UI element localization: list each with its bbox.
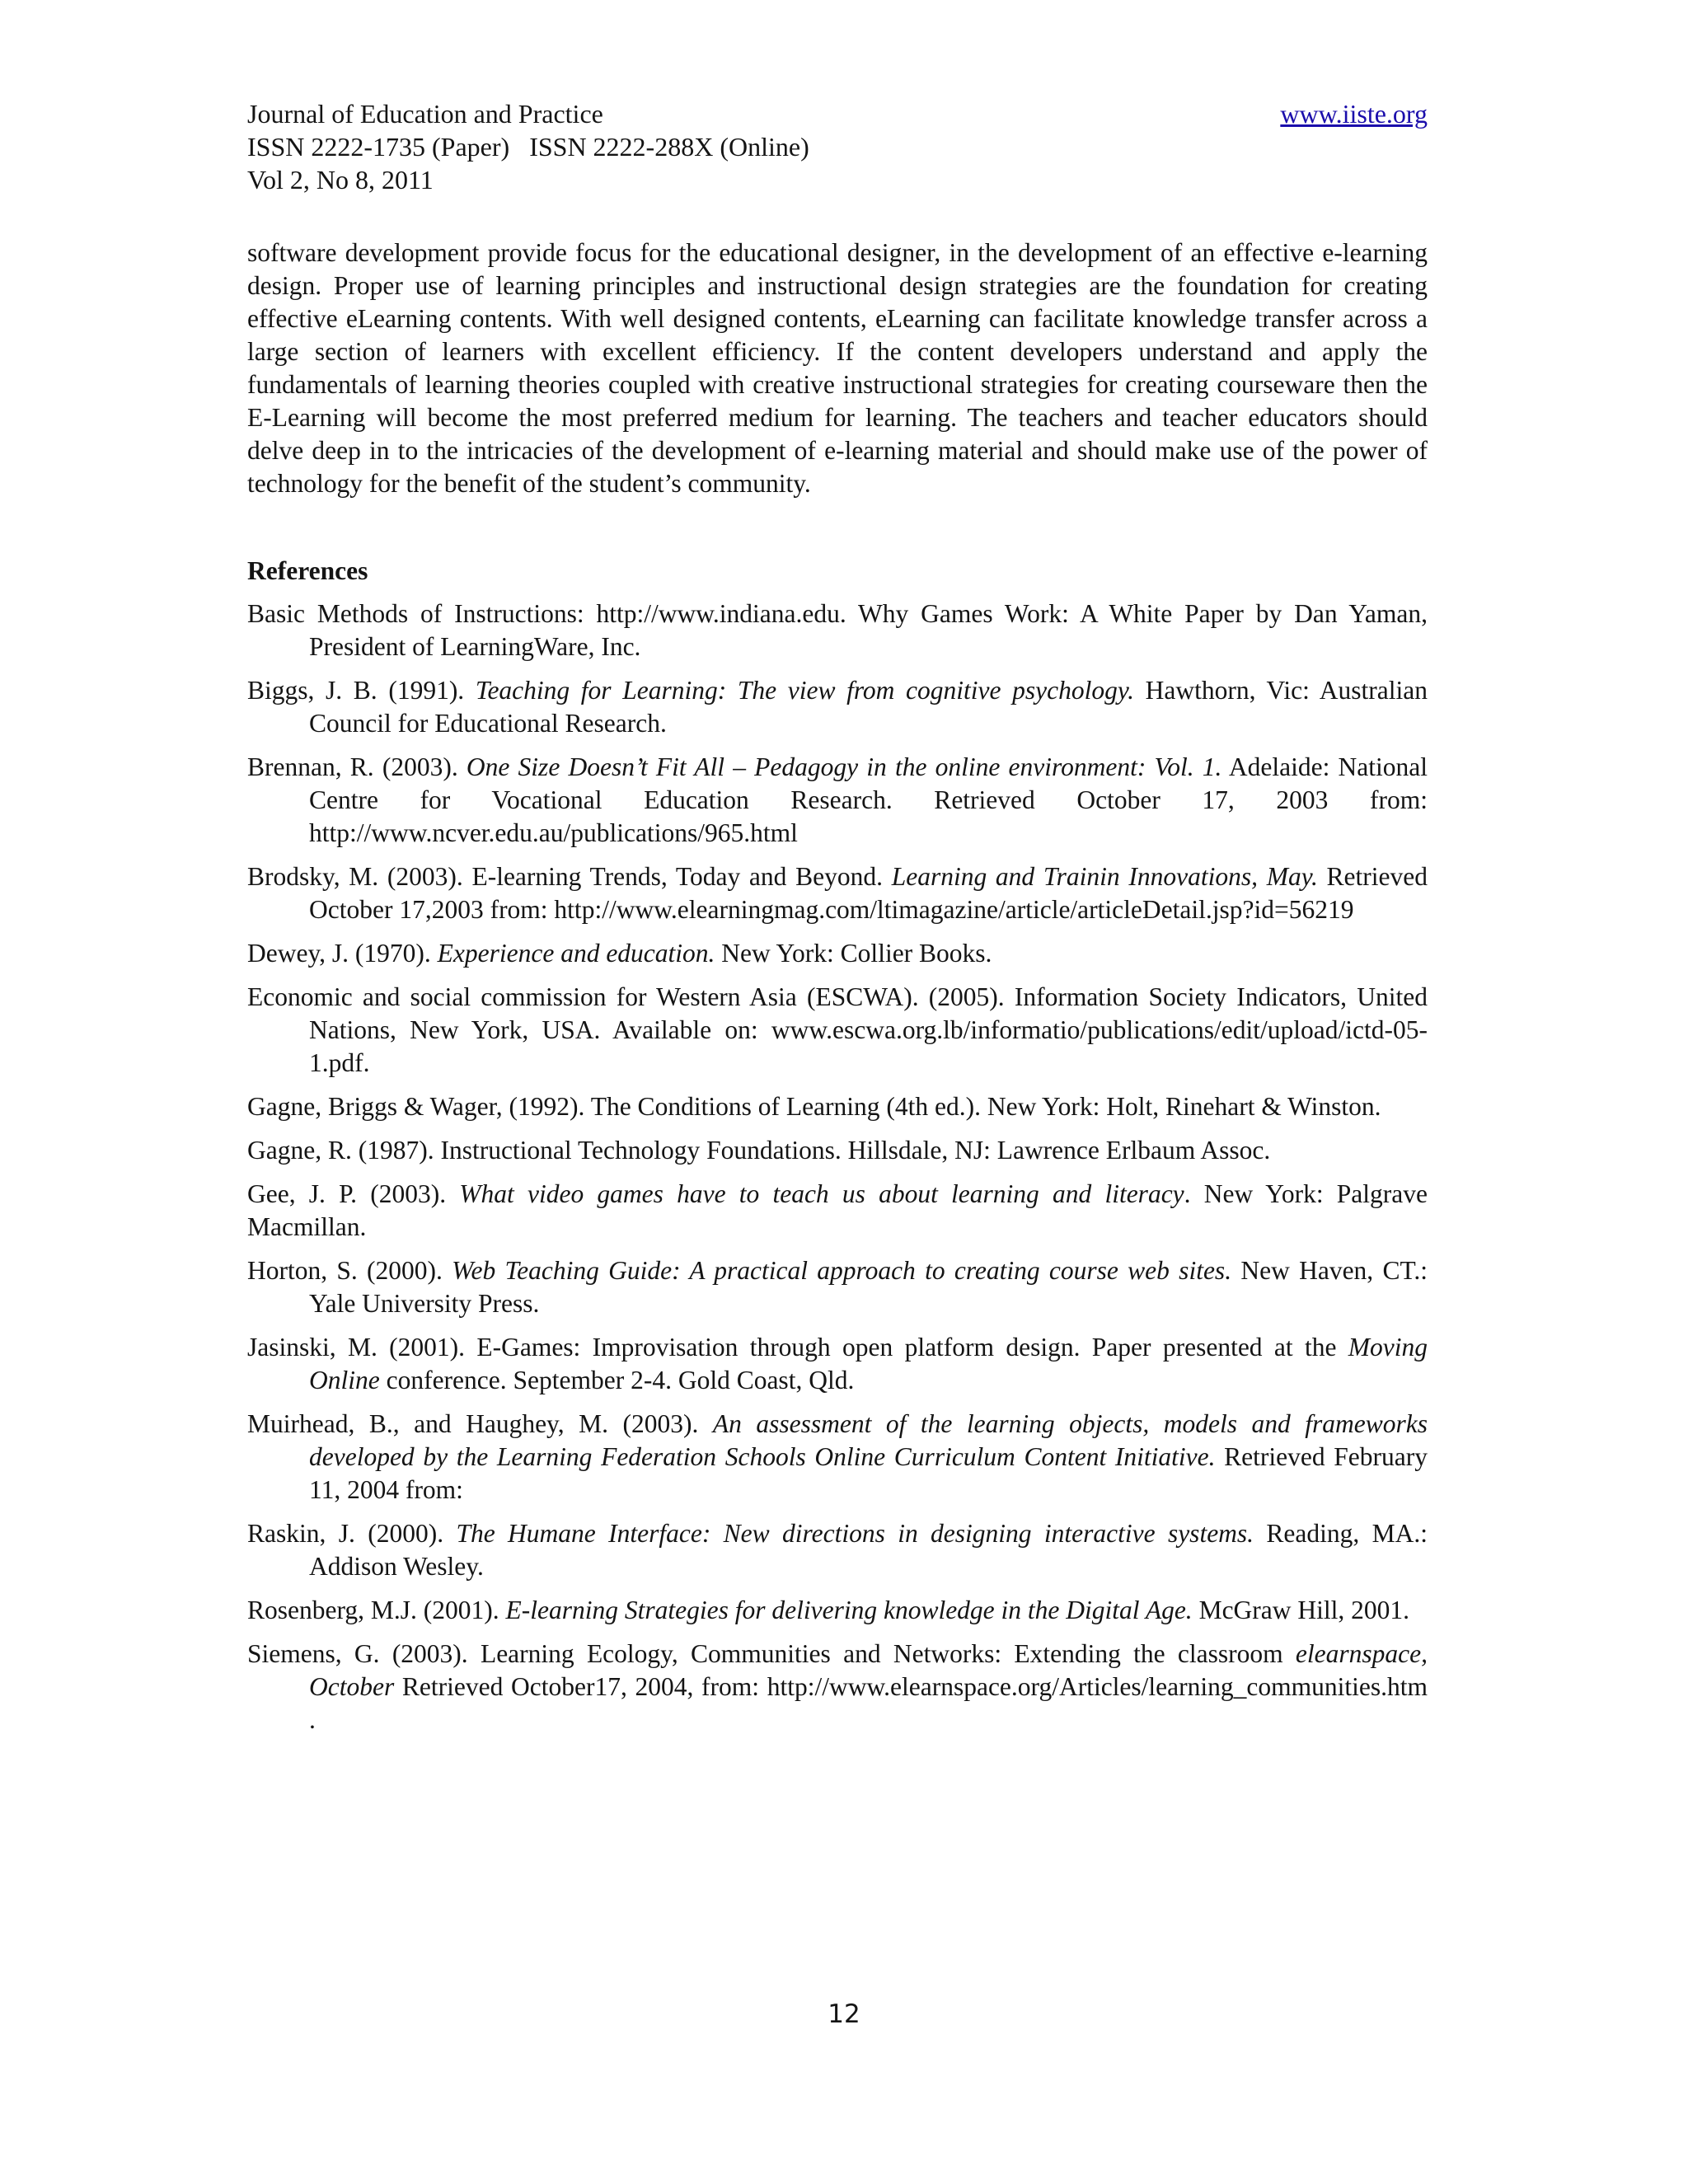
reference-text: McGraw Hill, 2001. — [1192, 1596, 1410, 1624]
reference-text: Rosenberg, M.J. (2001). — [247, 1596, 506, 1624]
reference-text: Adelaide: National Centre for Vocational Education Research. Retrieved October 17, 2003 from: http://www.ncver.edu.au/publications/965.html — [309, 752, 1428, 847]
reference-text: Dewey, J. (1970). — [247, 939, 438, 968]
reference-entry — [247, 751, 1428, 850]
reference-entry — [247, 1408, 1428, 1507]
reference-title: Moving Online — [309, 1333, 1428, 1394]
reference-text: Jasinski, M. (2001). E-Games: Improvisation through open platform design. Paper presented at the — [247, 1333, 1348, 1361]
reference-title: What video games have to teach us about learning and literacy — [459, 1179, 1184, 1208]
reference-text: conference. September 2-4. Gold Coast, Qld. — [379, 1366, 855, 1394]
document-page — [247, 97, 1428, 1747]
journal-header — [247, 97, 1428, 196]
reference-entry — [247, 1134, 1428, 1167]
reference-entry — [247, 981, 1428, 1080]
reference-text: New Haven, CT.: Yale University Press. — [309, 1256, 1428, 1318]
reference-title: elearnspace, October — [309, 1639, 1428, 1701]
body-paragraph: software development provide focus for the educational designer, in the development of an effective e-learning design. Proper use of learning principles and instructional design strategies are the foundation for creating effective eLearning contents. With well designed contents, eLearning can facilitate knowledge transfer across a large section of learners with excellent efficiency. If the content developers understand and apply the fundamentals of learning theories coupled with creative instructional strategies for creating courseware then the E-Learning will become the most preferred medium for learning. The teachers and teacher educators should delve deep in to the intricacies of the development of e-learning material and should make use of the power of technology for the benefit of the student’s community. — [247, 238, 1428, 498]
reference-text: Siemens, G. (2003). Learning Ecology, Communities and Networks: Extending the classroom — [247, 1639, 1296, 1668]
reference-text: . New York: Palgrave Macmillan. — [247, 1179, 1428, 1241]
reference-entry — [247, 598, 1428, 663]
reference-text: Basic Methods of Instructions: http://www.indiana.edu. Why Games Work: A White Paper by Dan Yaman, President of LearningWare, Inc. — [247, 599, 1428, 661]
reference-text: New York: Collier Books. — [715, 939, 992, 968]
reference-text: Brodsky, M. (2003). E-learning Trends, Today and Beyond. — [247, 862, 892, 891]
reference-text: Retrieved February 11, 2004 from: — [309, 1442, 1428, 1504]
reference-entry — [247, 1254, 1428, 1320]
page-number: 12 — [828, 1999, 860, 2029]
reference-entry — [247, 860, 1428, 926]
reference-text: Reading, MA.: Addison Wesley. — [309, 1519, 1428, 1581]
reference-text: Economic and social commission for Western Asia (ESCWA). (2005). Information Society Indicators, United Nations, New York, USA. Available on: www.escwa.org.lb/informatio/publications/edit/upload/ictd-05-1.pdf. — [247, 982, 1428, 1077]
reference-title: Learning and Trainin Innovations, May. — [891, 862, 1318, 891]
volume-line: Vol 2, No 8, 2011 — [247, 165, 434, 194]
reference-text: Hawthorn, Vic: Australian Council for Educational Research. — [309, 676, 1428, 738]
reference-text: Gee, J. P. (2003). — [247, 1179, 460, 1208]
reference-title: One Size Doesn’t Fit All – Pedagogy in the online environment: Vol. 1. — [466, 752, 1222, 781]
reference-title: The Humane Interface: New directions in designing interactive systems. — [456, 1519, 1254, 1548]
issn-line: ISSN 2222-1735 (Paper) ISSN 2222-288X (Online) — [247, 132, 809, 162]
reference-title: Teaching for Learning: The view from cognitive psychology. — [475, 676, 1134, 705]
reference-entry — [247, 937, 1428, 970]
reference-entry — [247, 1090, 1428, 1123]
reference-text: Gagne, R. (1987). Instructional Technology Foundations. Hillsdale, NJ: Lawrence Erlbaum Assoc. — [247, 1136, 1271, 1165]
reference-text: Retrieved October 17,2003 from: http://www.elearningmag.com/ltimagazine/article/articleDetail.jsp?id=56219 — [309, 862, 1428, 924]
website-link[interactable]: www.iiste.org — [1280, 99, 1428, 129]
reference-text: Brennan, R. (2003). — [247, 752, 467, 781]
reference-text: Muirhead, B., and Haughey, M. (2003). — [247, 1409, 713, 1438]
reference-entry — [247, 674, 1428, 740]
reference-text: Horton, S. (2000). — [247, 1256, 452, 1285]
reference-title: E-learning Strategies for delivering knowledge in the Digital Age. — [505, 1596, 1193, 1624]
reference-text: Gagne, Briggs & Wager, (1992). The Conditions of Learning (4th ed.). New York: Holt, Rinehart & Winston. — [247, 1092, 1381, 1121]
reference-list — [247, 598, 1428, 1736]
reference-entry — [247, 1331, 1428, 1397]
journal-title: Journal of Education and Practice — [247, 99, 603, 129]
reference-text: Raskin, J. (2000). — [247, 1519, 457, 1548]
reference-title: Web Teaching Guide: A practical approach to creating course web sites. — [452, 1256, 1232, 1285]
reference-entry — [247, 1638, 1428, 1736]
reference-entry — [247, 1594, 1428, 1627]
reference-entry — [247, 1178, 1428, 1244]
references-heading: References — [247, 556, 368, 585]
reference-title: Experience and education. — [437, 939, 715, 968]
reference-title: An assessment of the learning objects, models and frameworks developed by the Learning Federation Schools Online Curriculum Content Initiative. — [309, 1409, 1428, 1471]
reference-text: Biggs, J. B. (1991). — [247, 676, 476, 705]
reference-text: Retrieved October17, 2004, from: http://www.elearnspace.org/Articles/learning_communities.htm . — [309, 1672, 1428, 1734]
reference-entry — [247, 1517, 1428, 1583]
